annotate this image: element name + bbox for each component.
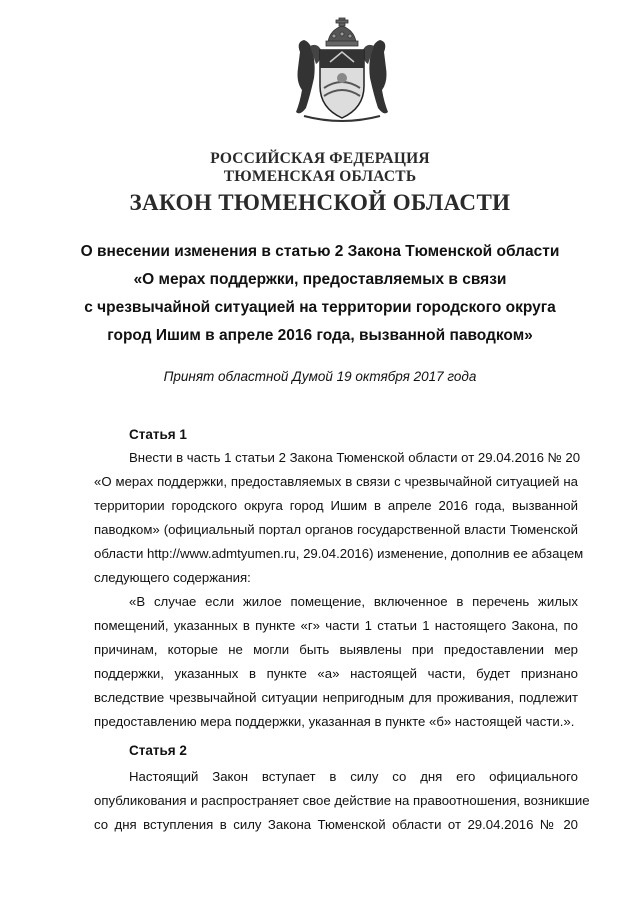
document-title-line: «О мерах поддержки, предоставляемых в связи [133,271,507,288]
paragraph-line: причинам, которые не могли быть выявлены при предоставлении мер [94,642,578,657]
paragraph-line: со дня вступления в силу Закона Тюменской области от 29.04.2016 № 20 [94,817,578,832]
document-title-line: город Ишим в апреле 2016 года, вызванной паводком» [107,327,533,344]
law-type-title: ЗАКОН ТЮМЕНСКОЙ ОБЛАСТИ [129,190,511,215]
paragraph-line: «О мерах поддержки, предоставляемых в связи с чрезвычайной ситуацией на [94,474,578,489]
paragraph-line: поддержки, указанных в пункте «а» настоящей части, будет признано [94,666,578,681]
country-name: РОССИЙСКАЯ ФЕДЕРАЦИЯ [210,150,430,167]
document-title-line: с чрезвычайной ситуацией на территории городского округа [84,299,556,316]
paragraph-line: «В случае если жилое помещение, включенное в перечень жилых [129,594,578,609]
paragraph-line: области http://www.admtyumen.ru, 29.04.2016) изменение, дополнив ее абзацем [94,546,584,561]
paragraph-line: следующего содержания: [94,570,251,585]
paragraph-line: предоставлению мера поддержки, указанная в пункте «б» настоящей части.». [94,714,575,729]
paragraph-line: Внести в часть 1 статьи 2 Закона Тюменской области от 29.04.2016 № 20 [129,450,581,465]
paragraph-line: опубликования и распространяет свое действие на правоотношения, возникшие [94,793,590,808]
document-title-line: О внесении изменения в статью 2 Закона Тюменской области [80,243,560,260]
adoption-note: Принят областной Думой 19 октября 2017 года [163,369,477,384]
coat-of-arms-icon [290,12,394,130]
article-2-heading: Статья 2 [129,743,187,758]
paragraph-line: Настоящий Закон вступает в силу со дня его официального [129,769,578,784]
paragraph-line: паводком» (официальный портал органов государственной власти Тюменской [94,522,578,537]
document-title [60,238,580,350]
article-1-heading: Статья 1 [129,427,187,442]
paragraph-line: помещений, указанных в пункте «г» части 1 статьи 1 настоящего Закона, по [94,618,578,633]
paragraph-line: вследствие чрезвычайной ситуации непригодным для проживания, подлежит [94,690,578,705]
region-name: ТЮМЕНСКАЯ ОБЛАСТЬ [223,168,417,185]
paragraph-line: территории городского округа город Ишим в апреле 2016 года, вызванной [94,498,578,513]
